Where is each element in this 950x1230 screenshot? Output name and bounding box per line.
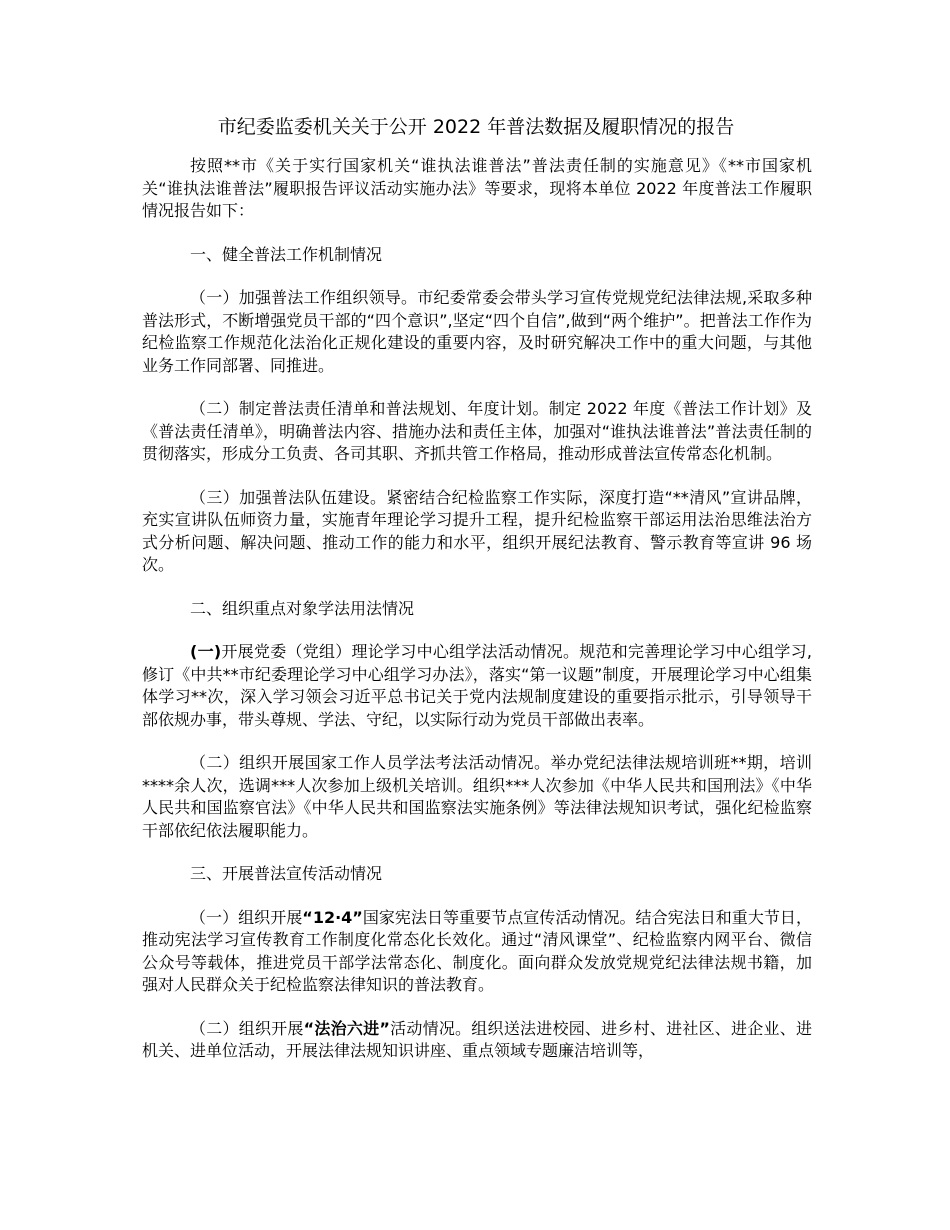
section-1-heading: 一、健全普法工作机制情况 [190,244,383,264]
section-1-paragraph-1: （一）加强普法工作组织领导。市纪委常委会带头学习宣传党规党纪法律法规,采取多种普法形式，不断增强党员干部的“四个意识”,坚定“四个自信”,做到“两个维护”。把普法工作作为纪检监察工作规范化法治化正规化建设的重要内容，及时研究解决工作中的重大问题，与其他业务工作同部署、同推进。 [142,288,812,375]
section-3-paragraph-1-post: 国家宪法日等重要节点宣传活动情况。结合宪法日和重大节日，推动宪法学习宣传教育工作制度化常态化长效化。通过“清风课堂”、纪检监察内网平台、微信公众号等载体，推进党员干部学法常态化、制度化。面向群众发放党规党纪法律法规书籍，加强对人民群众关于纪检监察法律知识的普法教育。 [142,907,812,994]
section-3-heading: 三、开展普法宣传活动情况 [190,864,383,883]
section-2-paragraph-1-lead: (一) [190,642,222,661]
section-2-paragraph-1 [142,641,812,731]
section-2-paragraph-2: （二）组织开展国家工作人员学法考法活动情况。举办党纪法律法规培训班**期，培训****余人次，选调***人次参加上级机关培训。组织***人次参加《中华人民共和国刑法》《中华人民共和国监察官法》《中华人民共和国监察法实施条例》等法律法规知识考试，强化纪检监察干部依纪依法履职能力。 [142,753,812,840]
section-3-paragraph-1-pre: （一）组织开展 [190,907,303,927]
section-1-paragraph-3: （三）加强普法队伍建设。紧密结合纪检监察工作实际，深度打造“**清风”宣讲品牌，充实宣讲队伍师资力量，实施青年理论学习提升工程，提升纪检监察干部运用法治思维法治方式分析问题、解决问题、推动工作的能力和水平，组织开展纪法教育、警示教育等宣讲 96 场次。 [142,487,812,574]
section-2-heading: 二、组织重点对象学法用法情况 [190,598,415,618]
section-2-paragraph-1-text: 开展党委（党组）理论学习中心组学法活动情况。规范和完善理论学习中心组学习,修订《中共**市纪委理论学习中心组学习办法》，落实“第一议题”制度，开展理论学习中心组集体学习**次，深入学习领会习近平总书记关于党内法规制度建设的重要指示批示，引导领导干部依规办事，带头尊规、学法、守纪，以实际行动为党员干部做出表率。 [142,642,812,729]
section-3-paragraph-2-pre: （二）组织开展 [190,1018,304,1038]
section-3-paragraph-2 [142,1018,812,1063]
section-3-paragraph-1-bold: “12·4” [302,907,363,927]
document-body [142,155,812,1084]
document-title: 市纪委监委机关关于公开 2022 年普法数据及履职情况的报告 [217,116,735,138]
intro-paragraph: 按照**市《关于实行国家机关“谁执法谁普法”普法责任制的实施意见》《**市国家机关“谁执法谁普法”履职报告评议活动实施办法》等要求，现将本单位 2022 年度普法工作履职情况报告如下： [142,156,812,220]
section-3-paragraph-1 [142,907,812,997]
section-3-paragraph-2-post: 活动情况。组织送法进校园、进乡村、进社区、进企业、进机关、进单位活动，开展法律法规知识讲座、重点领域专题廉洁培训等， [142,1018,812,1060]
section-3-paragraph-2-bold: “法治六进” [303,1018,390,1038]
section-1-paragraph-2: （二）制定普法责任清单和普法规划、年度计划。制定 2022 年度《普法工作计划》及《普法责任清单》，明确普法内容、措施办法和责任主体，加强对“谁执法谁普法”普法责任制的贯彻落实，形成分工负责、各司其职、齐抓共管工作格局，推动形成普法宣传常态化机制。 [142,399,812,463]
